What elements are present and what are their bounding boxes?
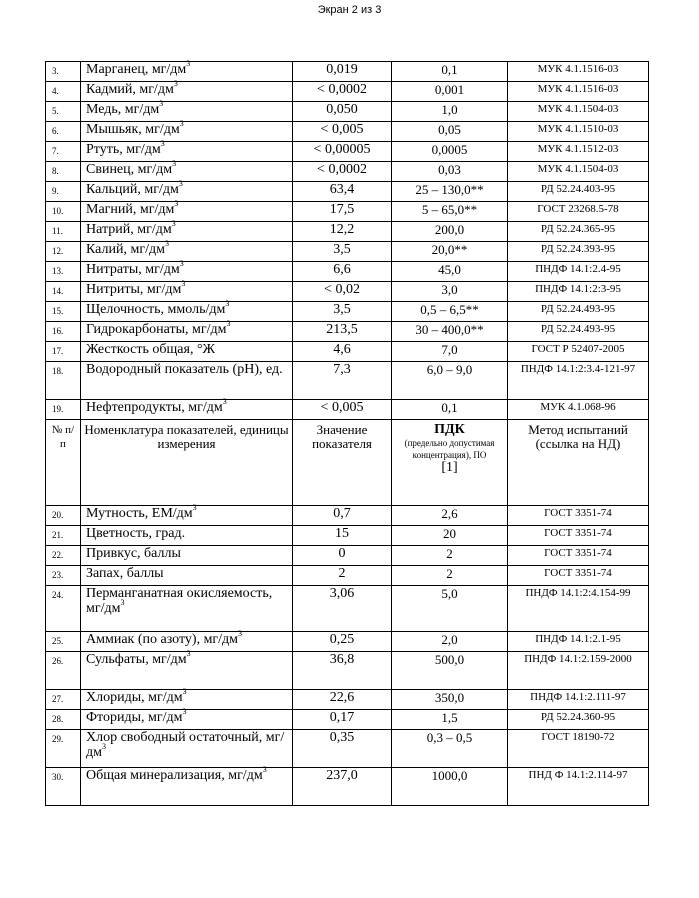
row-name-superscript: 3 (171, 219, 176, 229)
row-method: ГОСТ 3351-74 (508, 546, 649, 566)
row-name-superscript: 3 (173, 79, 178, 89)
row-name-superscript: 3 (172, 159, 177, 169)
row-pdk: 6,0 – 9,0 (392, 362, 508, 400)
row-name-text: Мутность, ЕМ/дм (86, 506, 193, 521)
row-value: 6,6 (293, 262, 392, 282)
row-name-text: Водородный показатель (рН), ед. (86, 362, 283, 377)
row-number: 27. (46, 690, 81, 710)
row-value: < 0,0002 (293, 82, 392, 102)
row-name-text: Жесткость общая, °Ж (86, 342, 216, 357)
row-name-superscript: 3 (182, 707, 187, 717)
row-pdk: 2 (392, 546, 508, 566)
row-number: 25. (46, 632, 81, 652)
row-value: 17,5 (293, 202, 392, 222)
row-name (81, 259, 293, 282)
row-method: МУК 4.1.1512-03 (508, 142, 649, 162)
row-name (81, 342, 293, 362)
table-header-row (46, 420, 649, 506)
row-pdk: 200,0 (392, 222, 508, 242)
row-name-text: Фториды, мг/дм (86, 710, 183, 725)
header-value: Значение показателя (293, 420, 392, 506)
results-table-header (46, 420, 649, 506)
row-name-superscript: 3 (186, 59, 191, 69)
row-name-superscript: 3 (164, 239, 169, 249)
row-number: 29. (46, 730, 81, 768)
row-pdk: 2,0 (392, 632, 508, 652)
row-value: 36,8 (293, 652, 392, 690)
row-number: 30. (46, 768, 81, 806)
row-number: 4. (46, 82, 81, 102)
row-pdk: 1,0 (392, 102, 508, 122)
row-name-superscript: 3 (120, 598, 125, 608)
row-name-superscript: 3 (178, 179, 183, 189)
table-row (46, 62, 649, 82)
row-name (81, 649, 293, 690)
row-name (81, 279, 293, 302)
row-method: МУК 4.1.1504-03 (508, 162, 649, 182)
row-name (81, 59, 293, 82)
results-table-bottom (46, 503, 649, 806)
row-number: 18. (46, 362, 81, 400)
table-row (46, 768, 649, 806)
row-pdk: 1,5 (392, 710, 508, 730)
row-method: ПНД Ф 14.1:2.114-97 (508, 768, 649, 806)
row-name (81, 139, 293, 162)
row-value: 12,2 (293, 222, 392, 242)
row-name-superscript: 3 (192, 503, 197, 513)
row-name-text: Нитриты, мг/дм (86, 282, 182, 297)
row-value: 237,0 (293, 768, 392, 806)
row-name (81, 159, 293, 182)
row-value: < 0,005 (293, 400, 392, 420)
row-method: РД 52.24.393-95 (508, 242, 649, 262)
table-row (46, 222, 649, 242)
row-pdk: 350,0 (392, 690, 508, 710)
row-number: 22. (46, 546, 81, 566)
table-row (46, 632, 649, 652)
table-row (46, 162, 649, 182)
table-row (46, 710, 649, 730)
row-name-text: Запах, баллы (86, 566, 164, 581)
header-pdk (392, 420, 508, 506)
row-value: 0,35 (293, 730, 392, 768)
table-row (46, 342, 649, 362)
row-number: 10. (46, 202, 81, 222)
row-name-superscript: 3 (179, 259, 184, 269)
row-value: 63,4 (293, 182, 392, 202)
row-number: 26. (46, 652, 81, 690)
row-name-text: Привкус, баллы (86, 546, 181, 561)
row-name-text: Цветность, град. (86, 526, 186, 541)
row-number: 12. (46, 242, 81, 262)
table-row (46, 102, 649, 122)
row-name-superscript: 3 (179, 119, 184, 129)
row-pdk: 0,03 (392, 162, 508, 182)
row-value: 213,5 (293, 322, 392, 342)
row-name (81, 586, 293, 632)
row-value: 22,6 (293, 690, 392, 710)
header-method: Метод испытаний (ссылка на НД) (508, 420, 649, 506)
row-method: ПНДФ 14.1:2.111-97 (508, 690, 649, 710)
row-name-text: Калий, мг/дм (86, 242, 165, 257)
row-pdk: 0,5 – 6,5** (392, 302, 508, 322)
results-table (45, 61, 649, 806)
row-pdk: 7,0 (392, 342, 508, 362)
row-pdk: 0,1 (392, 62, 508, 82)
row-name-text: Перманганатная окисляемость, мг/дм (86, 586, 273, 616)
table-row (46, 652, 649, 690)
table-row (46, 546, 649, 566)
row-name (81, 319, 293, 342)
row-name-text: Натрий, мг/дм (86, 222, 172, 237)
row-name-superscript: 3 (159, 99, 164, 109)
row-name-text: Хлориды, мг/дм (86, 690, 183, 705)
row-name (81, 526, 293, 546)
row-pdk: 2 (392, 566, 508, 586)
row-value: < 0,00005 (293, 142, 392, 162)
row-value: < 0,0002 (293, 162, 392, 182)
row-number: 16. (46, 322, 81, 342)
row-name-superscript: 3 (101, 742, 106, 752)
row-number: 19. (46, 400, 81, 420)
row-method: МУК 4.1.1510-03 (508, 122, 649, 142)
row-number: 13. (46, 262, 81, 282)
row-name-superscript: 3 (186, 649, 191, 659)
row-name (81, 299, 293, 322)
row-number: 11. (46, 222, 81, 242)
row-number: 7. (46, 142, 81, 162)
table-row (46, 322, 649, 342)
row-method: РД 52.24.365-95 (508, 222, 649, 242)
row-name (81, 199, 293, 222)
row-number: 14. (46, 282, 81, 302)
row-value: 0,25 (293, 632, 392, 652)
row-name (81, 397, 293, 420)
row-name (81, 239, 293, 262)
row-method: ПНДФ 14.1:2:3-95 (508, 282, 649, 302)
row-value: 0,7 (293, 506, 392, 526)
row-value: 0,17 (293, 710, 392, 730)
row-number: 28. (46, 710, 81, 730)
row-pdk: 0,0005 (392, 142, 508, 162)
row-name (81, 99, 293, 122)
row-name (81, 119, 293, 142)
row-name (81, 707, 293, 730)
row-name-text: Гидрокарбонаты, мг/дм (86, 322, 227, 337)
row-name-text: Мышьяк, мг/дм (86, 122, 180, 137)
row-name-superscript: 3 (222, 397, 227, 407)
table-row (46, 362, 649, 400)
row-name (81, 219, 293, 242)
row-pdk: 0,3 – 0,5 (392, 730, 508, 768)
row-method: МУК 4.1.1516-03 (508, 82, 649, 102)
header-pdk-subtitle: (предельно допустимая концентрация), ПО (404, 438, 495, 460)
table-row (46, 586, 649, 632)
table-row (46, 182, 649, 202)
table-row (46, 82, 649, 102)
row-name-superscript: 3 (238, 629, 243, 639)
row-pdk: 5,0 (392, 586, 508, 632)
row-value: 0,019 (293, 62, 392, 82)
row-number: 21. (46, 526, 81, 546)
row-method: РД 52.24.493-95 (508, 302, 649, 322)
row-method: ГОСТ 18190-72 (508, 730, 649, 768)
row-name (81, 765, 293, 806)
row-method: ПНДФ 14.1:2:4.154-99 (508, 586, 649, 632)
row-name-text: Кадмий, мг/дм (86, 82, 174, 97)
row-number: 23. (46, 566, 81, 586)
row-method: МУК 4.1.1516-03 (508, 62, 649, 82)
row-name-text: Марганец, мг/дм (86, 62, 187, 77)
table-row (46, 690, 649, 710)
row-pdk: 20 (392, 526, 508, 546)
row-number: 17. (46, 342, 81, 362)
row-value: 3,06 (293, 586, 392, 632)
row-value: 0,050 (293, 102, 392, 122)
row-name-superscript: 3 (174, 199, 179, 209)
row-method: ПНДФ 14.1:2.1-95 (508, 632, 649, 652)
table-row (46, 566, 649, 586)
row-name-text: Нефтепродукты, мг/дм (86, 400, 223, 415)
row-name-superscript: 3 (262, 765, 267, 775)
row-number: 20. (46, 506, 81, 526)
row-value: < 0,005 (293, 122, 392, 142)
row-name-text: Сульфаты, мг/дм (86, 652, 187, 667)
row-number: 9. (46, 182, 81, 202)
row-method: ПНДФ 14.1:2:3.4-121-97 (508, 362, 649, 400)
row-name-text: Свинец, мг/дм (86, 162, 173, 177)
row-value: 3,5 (293, 242, 392, 262)
row-value: 2 (293, 566, 392, 586)
row-pdk: 30 – 400,0** (392, 322, 508, 342)
row-method: РД 52.24.360-95 (508, 710, 649, 730)
table-row (46, 506, 649, 526)
row-number: 15. (46, 302, 81, 322)
row-pdk: 2,6 (392, 506, 508, 526)
table-row (46, 282, 649, 302)
table-row (46, 122, 649, 142)
header-pdk-title: ПДК (434, 422, 465, 437)
row-name (81, 503, 293, 526)
row-method: ГОСТ 3351-74 (508, 506, 649, 526)
row-pdk: 0,05 (392, 122, 508, 142)
row-pdk: 500,0 (392, 652, 508, 690)
row-name (81, 566, 293, 586)
row-value: 4,6 (293, 342, 392, 362)
row-pdk: 1000,0 (392, 768, 508, 806)
row-pdk: 0,001 (392, 82, 508, 102)
row-number: 3. (46, 62, 81, 82)
row-name-text: Щелочность, ммоль/дм (86, 302, 226, 317)
row-pdk: 0,1 (392, 400, 508, 420)
row-pdk: 20,0** (392, 242, 508, 262)
row-number: 6. (46, 122, 81, 142)
row-name-text: Ртуть, мг/дм (86, 142, 161, 157)
row-method: РД 52.24.403-95 (508, 182, 649, 202)
row-method: ГОСТ 3351-74 (508, 566, 649, 586)
header-number: № п/п (46, 420, 81, 506)
header-name: Номенклатура показателей, единицы измерения (81, 420, 293, 506)
row-name-superscript: 3 (225, 299, 230, 309)
row-name-superscript: 3 (226, 319, 231, 329)
row-number: 5. (46, 102, 81, 122)
row-value: 7,3 (293, 362, 392, 400)
results-table-top (46, 59, 649, 420)
row-pdk: 3,0 (392, 282, 508, 302)
row-method: МУК 4.1.1504-03 (508, 102, 649, 122)
row-name-text: Нитраты, мг/дм (86, 262, 180, 277)
row-name-superscript: 3 (160, 139, 165, 149)
row-pdk: 25 – 130,0** (392, 182, 508, 202)
row-value: < 0,02 (293, 282, 392, 302)
row-method: ГОСТ Р 52407-2005 (508, 342, 649, 362)
row-name (81, 179, 293, 202)
row-name-text: Общая минерализация, мг/дм (86, 768, 263, 783)
row-pdk: 5 – 65,0** (392, 202, 508, 222)
table-row (46, 142, 649, 162)
page-header: Экран 2 из 3 (317, 4, 382, 16)
table-row (46, 242, 649, 262)
row-name-text: Кальций, мг/дм (86, 182, 179, 197)
row-method: ПНДФ 14.1:2.159-2000 (508, 652, 649, 690)
table-row (46, 400, 649, 420)
row-method: МУК 4.1.068-96 (508, 400, 649, 420)
row-value: 15 (293, 526, 392, 546)
row-name-text: Аммиак (по азоту), мг/дм (86, 632, 239, 647)
table-row (46, 262, 649, 282)
row-number: 24. (46, 586, 81, 632)
row-value: 3,5 (293, 302, 392, 322)
row-method: ГОСТ 23268.5-78 (508, 202, 649, 222)
row-number: 8. (46, 162, 81, 182)
row-name (81, 79, 293, 102)
row-method: ГОСТ 3351-74 (508, 526, 649, 546)
row-method: ПНДФ 14.1:2.4-95 (508, 262, 649, 282)
table-row (46, 526, 649, 546)
row-name-superscript: 3 (181, 279, 186, 289)
table-row (46, 730, 649, 768)
row-pdk: 45,0 (392, 262, 508, 282)
header-pdk-reference: [1] (441, 460, 458, 475)
table-row (46, 202, 649, 222)
row-name-text: Магний, мг/дм (86, 202, 175, 217)
row-method: РД 52.24.493-95 (508, 322, 649, 342)
row-name (81, 730, 293, 768)
table-row (46, 302, 649, 322)
row-name (81, 546, 293, 566)
row-name (81, 362, 293, 400)
row-name-text: Медь, мг/дм (86, 102, 160, 117)
row-name-superscript: 3 (182, 687, 187, 697)
row-name-text: Хлор свободный остаточный, мг/дм (86, 730, 285, 760)
row-value: 0 (293, 546, 392, 566)
